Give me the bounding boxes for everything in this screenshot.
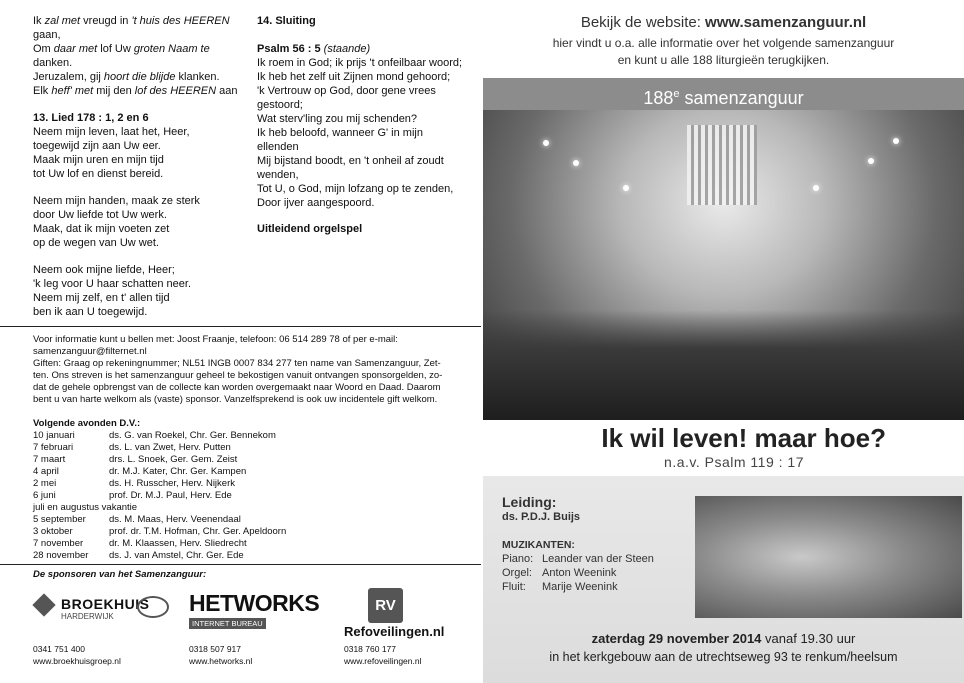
musician-role: Fluit: [502,581,526,593]
psalm56-title: Psalm 56 : 5 [257,43,321,55]
musician-row [502,552,654,566]
text-line: toegewijd zijn aan Uw eer. [33,140,161,152]
text-line: Neem mijn handen, maak ze sterk [33,195,200,207]
text-line: Neem mij zelf, en t' allen tijd [33,292,170,304]
divider [0,326,481,327]
lied-stanza-3 [33,263,191,319]
musician-role: Piano: [502,553,534,565]
text-line: ellenden [257,141,299,153]
sponsor-sub: HARDERWIJK [61,612,114,621]
text-line: Mij bijstand boodt, en 't onheil af zoudt [257,155,444,167]
lamp-icon [623,185,629,191]
lamp-icon [813,185,819,191]
avond-date: 5 september [33,514,86,525]
text-line: Neem ook mijne liefde, Heer; [33,264,175,276]
sponsor-name: HETWORKS [189,590,320,616]
psalm-line: Elk heff' met mij den lof des HEEREN aan [33,85,238,97]
musician-name: Marije Weenink [542,581,618,593]
text-line: dat de gehele opbrengst van de collecte kan worden overgemaakt naar Woord en Daad. Daarom [33,382,441,393]
leiding-label: Leiding: [502,494,557,510]
text-line: ben ik aan U toegewijd. [33,306,148,318]
text-line: door Uw liefde tot Uw werk. [33,209,167,221]
text-line: Door ijver aangespoord. [257,197,375,209]
musician-name: Anton Weenink [542,567,617,579]
edition-text: samenzanguur [679,88,804,108]
avond-row [33,490,473,502]
text-line: 'k leg voor U haar schatten neer. [33,278,192,290]
text-line: 'k Vertrouw op God, door gene vrees [257,85,436,97]
avond-row [33,478,473,490]
sponsor-name: BROEKHUIS [61,596,150,612]
avonden-heading: Volgende avonden D.V.: [33,418,141,429]
avond-date: 4 april [33,466,59,477]
volvo-logo-icon [137,596,169,618]
sponsor-hetworks[interactable] [189,590,329,640]
avond-date: 7 november [33,538,84,549]
lamp-icon [893,138,899,144]
avond-speaker: ds. G. van Roekel, Chr. Ger. Bennekom [109,430,276,441]
avond-speaker: dr. M. Klaassen, Herv. Sliedrecht [109,538,247,549]
avond-row [33,466,473,478]
sponsor-web[interactable]: www.broekhuisgroep.nl [33,656,121,666]
text-line: Ik heb het zelf uit Zijnen mond gehoord; [257,71,451,83]
text-line: Maak, dat ik mijn voeten zet [33,223,170,235]
lamp-icon [543,140,549,146]
text-line: Tot U, o God, mijn lofzang op te zenden, [257,183,454,195]
psalm56-heading [257,42,370,56]
edition-number: 188 [643,88,674,108]
text-line: tot Uw lof en dienst bereid. [33,168,164,180]
psalm-line: gaan, [33,29,61,41]
website-link[interactable]: www.samenzanguur.nl [705,14,867,31]
avond-row [33,454,473,466]
avond-date: 28 november [33,550,89,561]
muzikanten-label: MUZIKANTEN: [502,539,575,551]
psalm56-note: (staande) [323,43,371,55]
website-prefix: Bekijk de website: [580,14,706,31]
main-title: Ik wil leven! maar hoe? [601,423,886,453]
text-line: gestoord; [257,99,303,111]
orgelspel: Uitleidend orgelspel [257,223,363,235]
text-line: ten. Ons streven is het samenzanguur geheel te bekostigen vanuit ontvangen sponsorgelden, zo- [33,370,443,381]
text-line: bent u van harte welkom als (vaste) sponsor. Vanzelfsprekend is ook uw incidentele gift welkom. [33,394,438,405]
lied-stanza-2 [33,194,200,250]
text-line: Voor informatie kunt u bellen met: Joost Fraanje, telefoon: 06 514 289 78 of per e-mail: [33,334,398,345]
avond-row [33,538,473,550]
avond-date: 2 mei [33,478,57,489]
congregation [483,310,964,420]
website-line [483,14,964,31]
avond-date: 10 januari [33,430,75,441]
broekhuis-logo-icon [32,593,55,616]
avond-note: juli en augustus vakantie [33,502,138,513]
sponsor-broekhuis[interactable] [33,590,173,640]
musician-row [502,580,654,594]
text-line: Ik roem in God; ik prijs 't onfeilbaar woord; [257,57,463,69]
avond-row [33,514,473,526]
sponsor-web[interactable]: www.refoveilingen.nl [344,656,422,666]
sponsors-heading: De sponsoren van het Samenzanguur: [33,569,207,580]
psalm-line: danken. [33,57,73,69]
sponsor-web[interactable]: www.hetworks.nl [189,656,253,666]
muzikanten-list [502,552,654,594]
avond-date: 6 juni [33,490,56,501]
avond-speaker: dr. M.J. Kater, Chr. Ger. Kampen [109,466,247,477]
lied-heading: 13. Lied 178 : 1, 2 en 6 [33,112,149,124]
psalm-line: Jeruzalem, gij hoort die blijde klanken. [33,71,220,83]
avond-date: 7 maart [33,454,66,465]
sponsor-name: Refoveilingen.nl [344,624,445,639]
organ-pipes [687,125,757,205]
avond-row [33,430,473,442]
lamp-icon [868,158,874,164]
avond-date: 3 oktober [33,526,73,537]
avond-speaker: ds. L. van Zwet, Herv. Putten [109,442,231,453]
sponsor-refoveilingen[interactable] [344,588,474,640]
sluiting-heading: 14. Sluiting [257,15,316,27]
text-line: op de wegen van Uw wet. [33,237,159,249]
leiding-name: ds. P.D.J. Buijs [502,511,581,523]
avond-speaker: ds. M. Maas, Herv. Veenendaal [109,514,241,525]
event-date: zaterdag 29 november 2014 [591,631,762,646]
avond-row [33,502,473,514]
edition-banner [483,78,964,110]
edition-sup: e [673,88,680,100]
website-line-2: hier vindt u o.a. alle informatie over het volgende samenzanguur [552,36,895,50]
psalm-line: Om daar met lof Uw groten Naam te [33,43,210,55]
sponsor-sub: INTERNET BUREAU [189,618,266,629]
avond-speaker: drs. L. Snoek, Ger. Gem. Zeist [109,454,238,465]
musician-row [502,566,654,580]
website-line-3: en kunt u alle 188 liturgieën terugkijken. [617,53,830,67]
info-block [33,334,473,406]
lied-stanza-1 [33,125,190,181]
sponsor-phone: 0341 751 400 [33,644,85,654]
avond-date: 7 februari [33,442,74,453]
avond-row [33,550,473,562]
text-line: Maak mijn uren en mijn tijd [33,154,164,166]
sponsor-phone: 0318 507 917 [189,644,241,654]
text-line: samenzanguur@filternet.nl [33,346,147,357]
avond-row [33,526,473,538]
sponsor-phone: 0318 760 177 [344,644,396,654]
psalm-line: Ik zal met vreugd in 't huis des HEEREN [33,15,230,27]
divider [0,564,481,565]
location-line: in het kerkgebouw aan de utrechtseweg 93 te renkum/heelsum [549,650,898,664]
psalm-verse [33,14,248,98]
text-line: Giften: Graag op rekeningnummer; NL51 INGB 0007 834 277 ten name van Samenzanguur, Zet- [33,358,441,369]
rv-logo-icon: RV [368,588,403,623]
avond-speaker: prof. Dr. M.J. Paul, Herv. Ede [109,490,232,501]
psalm56-text [257,56,477,210]
musician-name: Leander van der Steen [542,553,654,565]
text-line: Wat sterv'ling zou mij schenden? [257,113,418,125]
subtitle: n.a.v. Psalm 119 : 17 [664,454,804,470]
musician-role: Orgel: [502,567,532,579]
avond-speaker: ds. J. van Amstel, Chr. Ger. Ede [109,550,244,561]
church-photo [483,110,964,420]
text-line: Ik heb beloofd, wanneer G' in mijn [257,127,423,139]
lamp-icon [573,160,579,166]
musicians-photo [695,496,962,618]
avond-row [33,442,473,454]
text-line: wenden, [257,169,299,181]
avonden-list [33,430,473,562]
avond-speaker: ds. H. Russcher, Herv. Nijkerk [109,478,235,489]
event-time: vanaf 19.30 uur [761,631,856,646]
avond-speaker: prof. dr. T.M. Hofman, Chr. Ger. Apeldoorn [109,526,287,537]
date-line [483,631,964,646]
text-line: Neem mijn leven, laat het, Heer, [33,126,190,138]
